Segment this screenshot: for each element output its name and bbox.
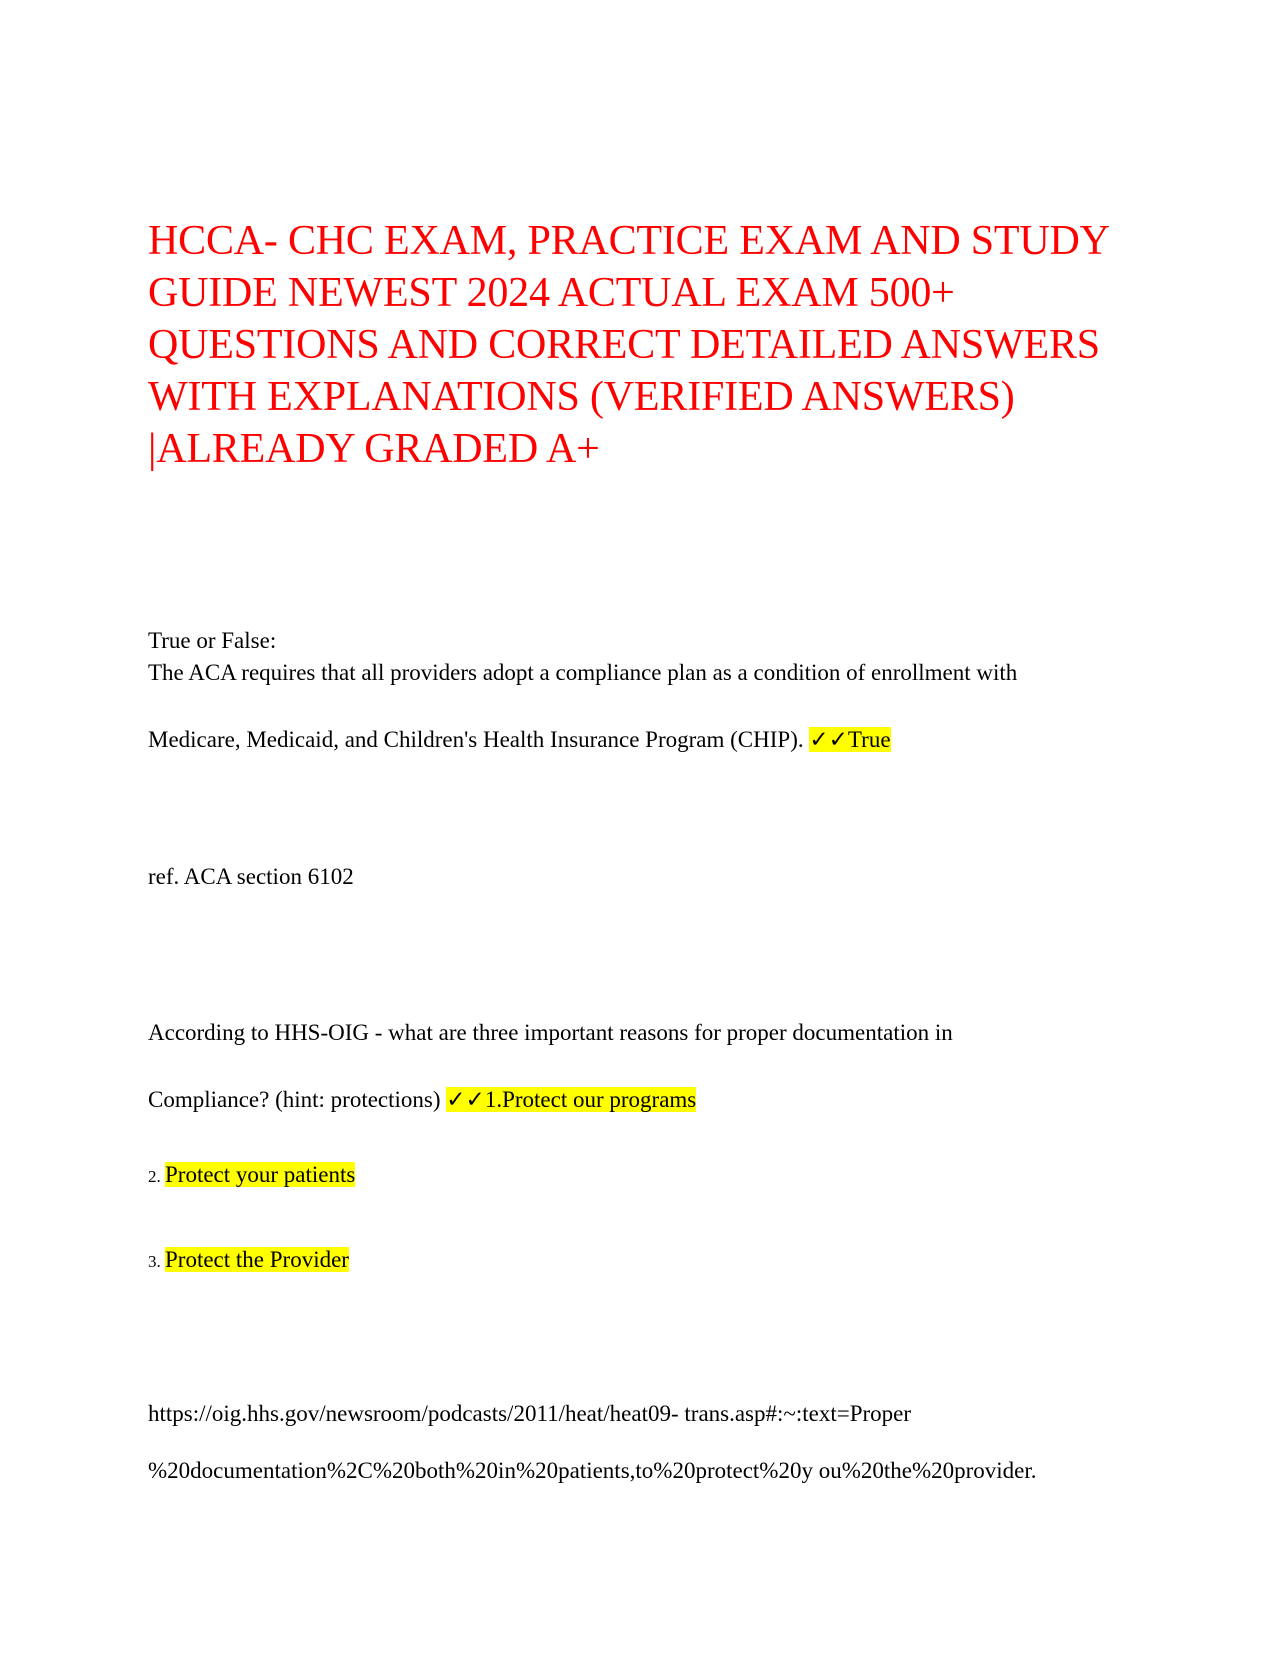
q2-line2-text: Compliance? (hint: protections) bbox=[148, 1087, 447, 1112]
q2-url-line1: https://oig.hhs.gov/newsroom/podcasts/2011/heat/heat09- trans.asp#:~:text=Proper bbox=[148, 1401, 912, 1426]
q2-item2-number: 2. bbox=[148, 1167, 165, 1186]
title-line: HCCA- CHC EXAM, PRACTICE EXAM AND STUDY bbox=[148, 218, 1110, 264]
q2-item3-highlight: Protect the Provider bbox=[165, 1247, 349, 1272]
q2-line1: According to HHS-OIG - what are three important reasons for proper documentation in bbox=[148, 1020, 953, 1045]
q2-item2-highlight: Protect your patients bbox=[165, 1162, 356, 1187]
q2-url-line2: %20documentation%2C%20both%20in%20patients,to%20protect%20y ou%20the%20provider. bbox=[148, 1458, 1037, 1483]
q1-reference: ref. ACA section 6102 bbox=[148, 864, 354, 889]
q2-answer1-highlight: ✓✓1.Protect our programs bbox=[446, 1087, 697, 1112]
title-line: GUIDE NEWEST 2024 ACTUAL EXAM 500+ bbox=[148, 270, 955, 316]
q2-line2 bbox=[148, 1086, 696, 1114]
document-title bbox=[148, 215, 1148, 475]
q2-item3 bbox=[148, 1246, 349, 1276]
q2-item3-number: 3. bbox=[148, 1252, 165, 1271]
q1-line2-text: Medicare, Medicaid, and Children's Health Insurance Program (CHIP). bbox=[148, 727, 810, 752]
q1-line2 bbox=[148, 726, 891, 754]
q1-line1: The ACA requires that all providers adopt a compliance plan as a condition of enrollment with bbox=[148, 660, 1018, 685]
title-line: QUESTIONS AND CORRECT DETAILED ANSWERS bbox=[148, 322, 1100, 368]
q1-label: True or False: bbox=[148, 628, 277, 653]
title-line: WITH EXPLANATIONS (VERIFIED ANSWERS) bbox=[148, 374, 1015, 420]
title-line: |ALREADY GRADED A+ bbox=[148, 426, 600, 472]
q1-answer-highlight: ✓✓True bbox=[809, 727, 891, 752]
q2-item2 bbox=[148, 1161, 355, 1191]
